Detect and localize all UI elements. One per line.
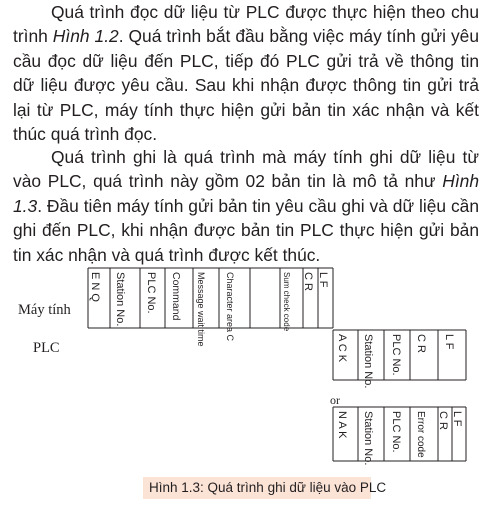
plc-label: PLC [33, 340, 60, 356]
frame-field-command: Command [170, 272, 182, 321]
nak-field-station-no: Station No. [362, 411, 374, 466]
nak-field-error-code: Error code [415, 411, 426, 458]
computer-label: Máy tính [18, 302, 71, 318]
ack-field-plc-no: PLC No. [390, 334, 402, 376]
frame-field-plc-no: PLC No. [145, 272, 157, 314]
figure-reference: Hình 1.3 [13, 171, 479, 216]
paragraph-read-process: Quá trình đọc dữ liệu từ PLC được thực hiện theo chu trình Hình 1.2. Quá trình bắt đầu bằng việc máy tính gửi yêu cầu đọc dữ liệu đến PLC, tiếp đó PLC gửi trả về thông tin dữ liệu được yêu cầu. Sau khi nhận được thông tin gửi trả lại từ PLC, máy tính thực hiện gửi bản tin xác nhận và kết thúc quá trình đọc. [13, 2, 479, 145]
or-label: or [330, 393, 340, 407]
frame-field-station-no: Station No. [114, 272, 126, 327]
nak-field-cr: C R [437, 411, 449, 430]
figure-caption: Hình 1.3: Quá trình ghi dữ liệu vào PLC [149, 480, 387, 495]
frame-field-character-area: Character area C [225, 272, 235, 342]
frame-field-enq: E N Q [89, 272, 101, 302]
frame-field-cr: C R [302, 272, 314, 291]
frame-field-lf: L F [317, 272, 329, 288]
ack-field-lf: L F [443, 334, 455, 350]
nak-field-nak: N A K [336, 411, 348, 439]
nak-field-lf: L F [451, 411, 463, 427]
paragraph-write-process: Quá trình ghi là quá trình mà máy tính ghi dữ liệu từ vào PLC, quá trình này gồm 02 bản tin là mô tả như Hình 1.3. Đầu tiên máy tính gửi bản tin yêu cầu ghi và dữ liệu cần ghi đến PLC, khi nhận được bản tin PLC thực hiện gửi bản tin xác nhận và quá trình được kết thúc. [13, 147, 479, 265]
figure-reference: Hình 1.2 [52, 26, 119, 47]
frame-field-message-wait-time: Message wait time [196, 272, 206, 347]
ack-field-station-no: Station No. [362, 334, 374, 389]
nak-field-plc-no: PLC No. [390, 411, 402, 453]
ack-field-ack: A C K [336, 334, 348, 363]
frame-field-sum-check: Sum check code [282, 272, 291, 332]
ack-field-cr: C R [415, 334, 427, 353]
